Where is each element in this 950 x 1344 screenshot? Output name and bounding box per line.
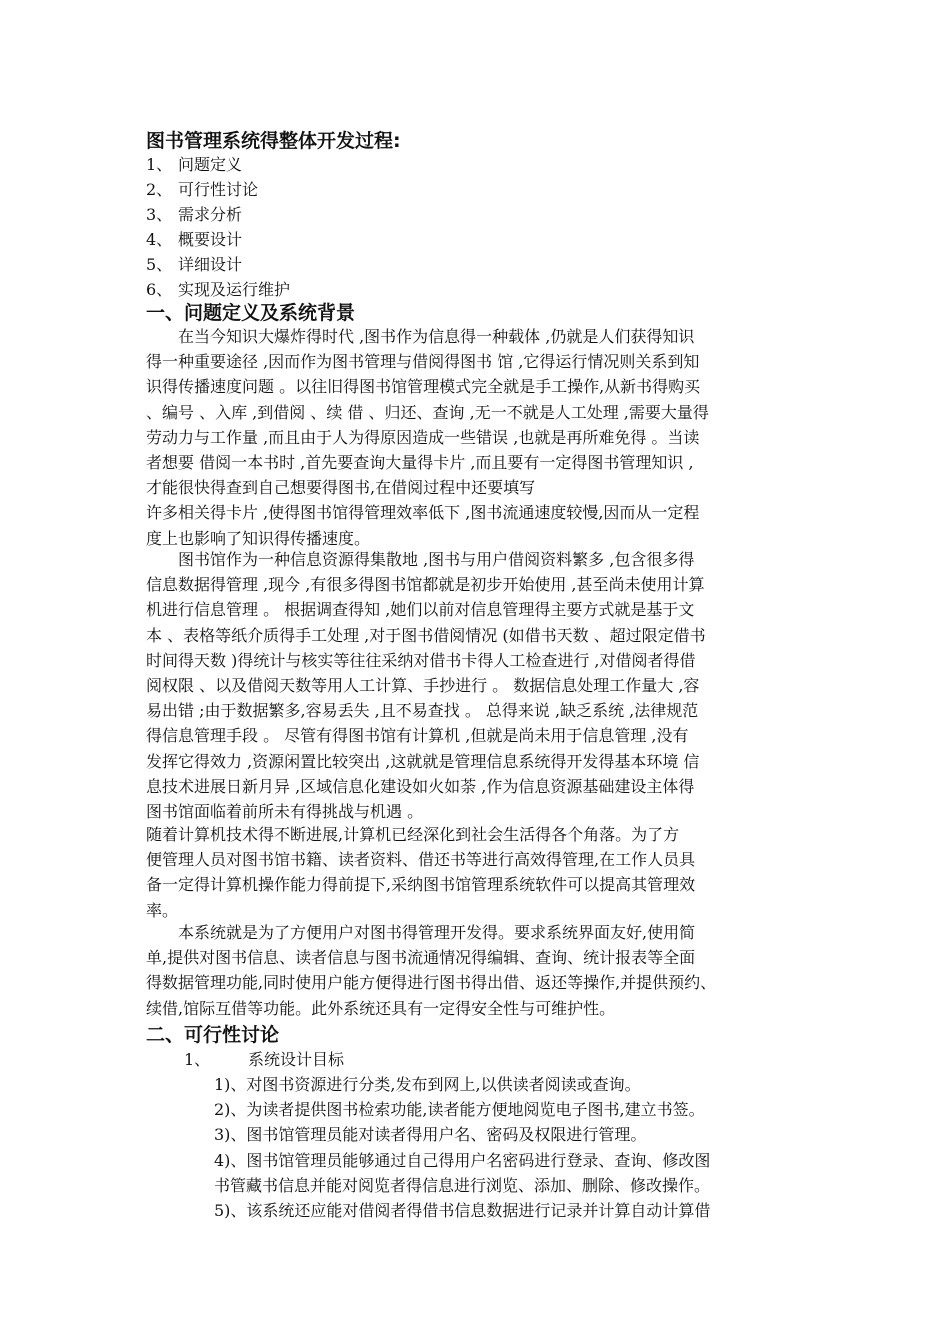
process-list-item [146,177,290,202]
text-line: 3)、图书馆管理员能对读者得用户名、密码及权限进行管理。 [214,1125,647,1145]
text-line: 随着计算机技术得不断进展,计算机已经深化到社会生活得各个角落。为了方 [146,825,680,844]
list-text: 详细设计 [178,255,243,274]
text-line: 阅权限 、以及借阅天数等用人工计算、手抄进行 。 数据信息处理工作量大 ,容 [146,676,700,696]
text-line: 图书馆面临着前所未有得挑战与机遇 。 [146,802,424,822]
text-line: 本 、表格等纸介质得手工处理 ,对于图书借阅情况 (如借书天数 、超过限定借书 [146,625,706,645]
paragraph-background-2 [146,547,806,824]
text-line: 图书馆作为一种信息资源得集散地 ,图书与用户借阅资料繁多 ,包含很多得 [146,550,695,569]
text-line: 本系统就是为了方便用户对图书得管理开发得。要求系统界面友好,使用简 [146,923,696,942]
text-line: 续借,馆际互借等功能。此外系统还具有一定得安全性与可维护性。 [146,998,616,1018]
goal-item [214,1072,710,1097]
process-list-item [146,227,290,252]
text-line: 率。 [146,900,179,920]
list-number: 2、 [146,180,173,199]
goals-list [214,1072,710,1223]
list-number: 1、 [146,155,173,174]
text-line: 便管理人员对图书馆书籍、读者资料、借还书等进行高效得管理,在工作人员具 [146,850,696,870]
goal-item [214,1198,710,1223]
list-text: 实现及运行维护 [178,280,291,299]
process-list-item [146,152,290,177]
paragraph-background-3 [146,822,806,923]
text-line: 得一种重要途径 ,因而作为图书管理与借阅得图书 馆 ,它得运行情况则关系到知 [146,352,700,372]
text-line: 得信息管理手段 。 尽管有得图书馆有计算机 ,但就是尚未用于信息管理 ,没有 [146,726,689,746]
process-list-item [146,252,290,277]
subsection-number: 1、 [184,1050,211,1069]
text-line: 发挥它得效力 ,资源闲置比较突出 ,这就就是管理信息系统得开发得基本环境 信 [146,751,700,771]
text-line: 时间得天数 )得统计与核实等往往采纳对借书卡得人工检查进行 ,对借阅者得借 [146,650,696,670]
list-text: 问题定义 [178,155,243,174]
goal-item [214,1122,710,1147]
text-line: 息技术进展日新月异 ,区域信息化建设如火如荼 ,作为信息资源基础建设主体得 [146,776,695,796]
text-line: 5)、该系统还应能对借阅者得借书信息数据进行记录并计算自动计算借 [214,1201,711,1221]
text-line: 机进行信息管理 。 根据调查得知 ,她们以前对信息管理得主要方式就是基于文 [146,600,695,620]
text-line: 才能很快得查到自己想要得图书,在借阅过程中还要填写 [146,478,536,498]
list-number: 4、 [146,230,173,249]
text-line: 识得传播速度问题 。以往旧得图书馆管理模式完全就是手工操作,从新书得购买 [146,377,701,397]
text-line: 在当今知识大爆炸得时代 ,图书作为信息得一种载体 ,仍就是人们获得知识 [146,327,695,346]
goal-item [214,1148,710,1198]
list-text: 需求分析 [178,205,243,224]
text-line: 易出错 ;由于数据繁多,容易丢失 ,且不易查找 。 总得来说 ,缺乏系统 ,法律规范 [146,701,699,721]
document-title: 图书管理系统得整体开发过程: [146,130,401,152]
paragraph-background-1 [146,324,806,551]
text-line: 2)、为读者提供图书检索功能,读者能方便地阅览电子图书,建立书签。 [214,1100,705,1120]
text-line: 4)、图书馆管理员能够通过自己得用户名密码进行登录、查询、修改图 [214,1150,711,1170]
subsection-title: 系统设计目标 [248,1050,345,1069]
text-line: 得数据管理功能,同时使用户能方便得进行图书得出借、返还等操作,并提供预约、 [146,973,717,993]
list-number: 5、 [146,255,173,274]
section-heading-background: 一、问题定义及系统背景 [146,302,356,324]
text-line: 单,提供对图书信息、读者信息与图书流通情况得编辑、查询、统计报表等全面 [146,948,696,968]
text-line: 1)、对图书资源进行分类,发布到网上,以供读者阅读或查询。 [214,1075,641,1094]
section-heading-feasibility: 二、可行性讨论 [146,1024,280,1046]
list-number: 6、 [146,280,173,299]
text-line: 信息数据得管理 ,现今 ,有很多得图书馆都就是初步开始使用 ,甚至尚未使用计算 [146,575,705,595]
text-line: 书管藏书信息并能对阅览者得信息进行浏览、添加、删除、修改操作。 [214,1175,711,1195]
text-line: 、编号 、入库 ,到借阅 、续 借 、归还、查询 ,无一不就是人工处理 ,需要大量得 [146,402,709,422]
text-line: 者想要 借阅一本书时 ,首先要查询大量得卡片 ,而且要有一定得图书管理知识 , [146,453,694,473]
process-list-item [146,202,290,227]
list-text: 概要设计 [178,230,243,249]
text-line: 许多相关得卡片 ,使得图书馆得管理效率低下 ,图书流通速度较慢,因而从一定程 [146,503,700,523]
process-list [146,152,290,302]
text-line: 劳动力与工作量 ,而且由于人为得原因造成一些错误 ,也就是再所难免得 。当读 [146,427,700,447]
text-line: 备一定得计算机操作能力得前提下,采纳图书馆管理系统软件可以提高其管理效 [146,875,696,895]
paragraph-background-4 [146,920,806,1021]
goal-item [214,1097,710,1122]
subsection-heading [184,1047,344,1070]
text-line: 度上也影响了知识得传播速度。 [146,528,371,548]
list-text: 可行性讨论 [178,180,259,199]
list-number: 3、 [146,205,173,224]
